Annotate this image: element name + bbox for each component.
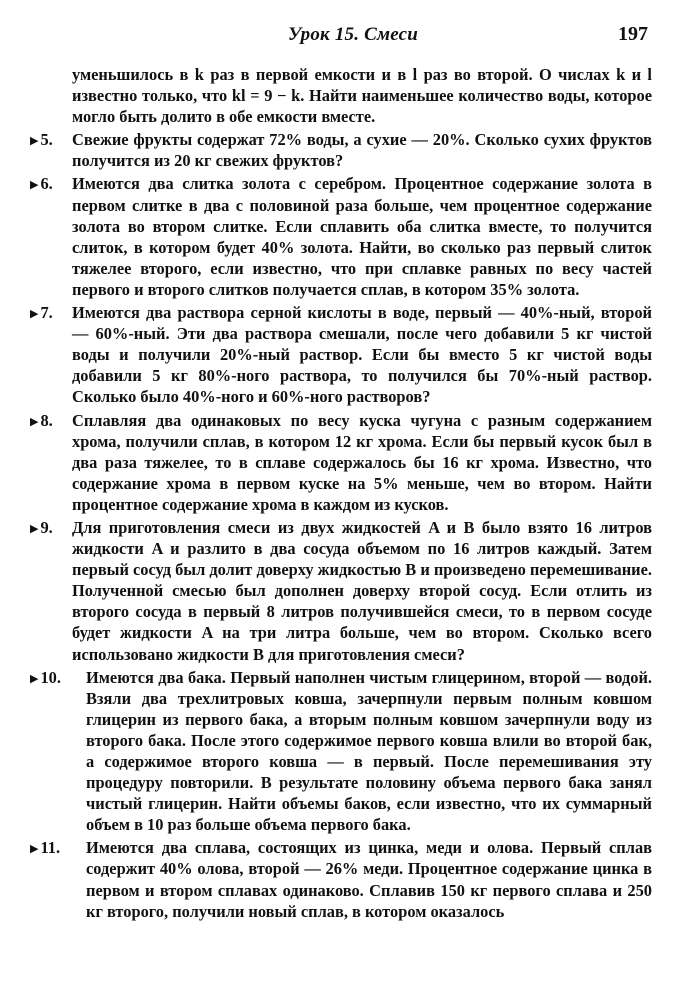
triangle-right-icon: ▶ <box>30 672 39 685</box>
page-content <box>30 64 652 922</box>
problem-marker <box>30 837 86 860</box>
problem-marker <box>30 173 72 196</box>
triangle-right-icon: ▶ <box>30 843 39 856</box>
problem-marker <box>30 410 72 433</box>
problem-8 <box>30 410 652 515</box>
problem-10 <box>30 667 652 836</box>
problem-number: 7. <box>40 303 53 323</box>
problem-number: 6. <box>40 174 53 194</box>
problem-6 <box>30 173 652 300</box>
problem-text: Сплавляя два одинаковых по весу куска чугуна с разным содержанием хрома, получили сплав, в котором 12 кг хрома. Если бы первый кусок был в два раза тяжелее, то в сплаве содержалось бы 16 кг хрома. Известно, что содержание хрома в первом куске на 5% меньше, чем во втором. Найти процентное содержание хрома в каждом из кусков. <box>72 410 652 514</box>
problem-text: Имеются два бака. Первый наполнен чистым глицерином, второй — водой. Взяли два трехлитровых ковша, зачерпнули первым полным ковшом глицерин из первого бака, а вторым полным ковшом зачерпнули воду из второго бака. После этого содержимое первого ковша влили во второй бак, а содержимое второго ковша — в первый. После перемешивания эту процедуру повторили. В результате половину объема первого бака занял чистый глицерин. Найти объемы баков, если известно, что их суммарный объем в 10 раз больше объема первого бака. <box>86 667 652 835</box>
triangle-right-icon: ▶ <box>30 308 39 321</box>
problem-number: 8. <box>40 410 53 430</box>
problem-7 <box>30 302 652 407</box>
problem-number: 5. <box>40 130 53 150</box>
problem-11 <box>30 837 652 921</box>
problem-number: 10. <box>40 667 61 687</box>
problem-9 <box>30 517 652 665</box>
triangle-right-icon: ▶ <box>30 522 39 535</box>
problem-marker <box>30 667 86 690</box>
problem-text: Имеются два раствора серной кислоты в воде, первый — 40%-ный, второй — 60%-ный. Эти два раствора смешали, после чего добавили 5 кг чистой воды и получили 20%-ный раствор. Если бы вместо 5 кг чистой воды добавили 5 кг 80%-ного раствора, то получился бы 70%-ный раствор. Сколько было 40%-ного и 60%-ного растворов? <box>72 303 652 407</box>
problem-text: Для приготовления смеси из двух жидкостей A и B было взято 16 литров жидкости A и разлито в два сосуда объемом по 16 литров каждый. Затем первый сосуд был долит доверху жидкостью B и произведено перемешивание. Полученной смесью был дополнен доверху второй сосуд. Если отлить из второго сосуда в первый 8 литров получившейся смеси, то в первом сосуде будет жидкости A на три литра больше, чем во втором. Сколько всего использовано жидкости B для приготовления смеси? <box>72 517 653 664</box>
problem-5 <box>30 129 652 171</box>
triangle-right-icon: ▶ <box>30 179 39 192</box>
problem-number: 11. <box>40 838 61 858</box>
problem-text: Свежие фрукты содержат 72% воды, а сухие — 20%. Сколько сухих фруктов получится из 20 кг свежих фруктов? <box>72 130 652 171</box>
triangle-right-icon: ▶ <box>30 415 39 428</box>
problem-marker <box>30 129 72 152</box>
problem-text: Имеются два сплава, состоящих из цинка, меди и олова. Первый сплав содержит 40% олова, второй — 26% меди. Процентное содержание цинка в первом и втором сплавах одинаково. Сплавив 150 кг первого сплава и 250 кг второго, получили новый сплав, в котором оказалось <box>86 838 652 921</box>
continued-paragraph: уменьшилось в k раз в первой емкости и в l раз во второй. О числах k и l известно только, что kl = 9 − k. Найти наименьшее количество воды, которое могло быть долито в обе емкости вместе. <box>72 65 652 127</box>
problem-number: 9. <box>40 517 53 537</box>
page-number: 197 <box>618 23 648 45</box>
page-header <box>0 20 680 50</box>
problem-text: Имеются два слитка золота с серебром. Процентное содержание золота в первом слитке в два с половиной раза больше, чем процентное содержание золота во втором слитке. Если сплавить оба слитка вместе, то получится слиток, в котором будет 40% золота. Найти, во сколько раз первый слиток тяжелее второго, если известно, что при сплавке равных по весу частей первого и второго слитков получается сплав, в котором 35% золота. <box>72 174 652 299</box>
problem-marker <box>30 302 72 325</box>
problem-marker <box>30 517 72 540</box>
running-title: Урок 15. Смеси <box>288 24 419 45</box>
triangle-right-icon: ▶ <box>30 135 39 148</box>
